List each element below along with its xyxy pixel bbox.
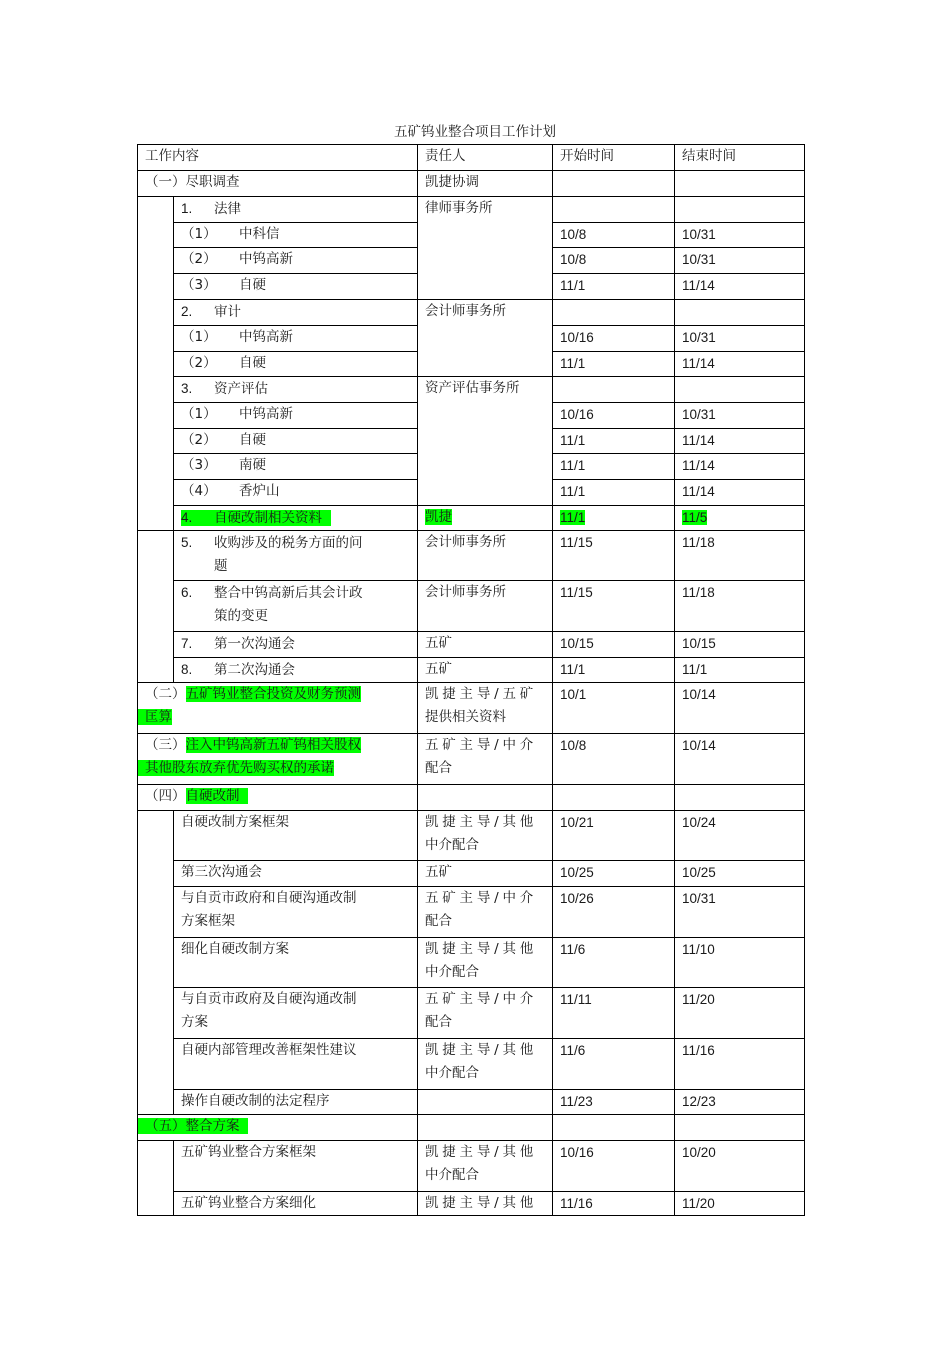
end-cell: 10/31 (675, 403, 805, 429)
item-cell: 1. 法律 (174, 197, 418, 223)
table-row (138, 887, 805, 938)
end-cell: 11/5 (675, 506, 805, 531)
table-row (138, 938, 805, 988)
start-cell: 11/1 (553, 429, 675, 454)
table-row (138, 506, 805, 531)
start-cell: 10/26 (553, 887, 675, 938)
table-row (138, 988, 805, 1039)
table-row (138, 1115, 805, 1141)
owner-cell: 资产评估事务所 (418, 377, 553, 506)
end-cell: 11/18 (675, 581, 805, 632)
end-cell: 10/31 (675, 223, 805, 248)
owner-cell: 会计师事务所 (418, 531, 553, 581)
table-row (138, 1039, 805, 1090)
table-row (138, 683, 805, 734)
start-cell: 10/16 (553, 1141, 675, 1192)
item-cell: （1） 中科信 (174, 223, 418, 248)
start-cell: 11/11 (553, 988, 675, 1039)
end-cell: 11/18 (675, 531, 805, 581)
start-cell: 11/23 (553, 1090, 675, 1115)
end-cell: 10/25 (675, 861, 805, 887)
item-cell: 自硬改制方案框架 (174, 811, 418, 861)
table-row (138, 197, 805, 223)
start-cell: 11/1 (553, 506, 675, 531)
owner-cell: 五矿 (418, 658, 553, 683)
table-row (138, 1141, 805, 1192)
end-cell: 11/14 (675, 274, 805, 300)
table-row (138, 658, 805, 683)
owner-cell: 凯捷 (418, 506, 553, 531)
end-cell: 12/23 (675, 1090, 805, 1115)
table-row (138, 785, 805, 811)
start-cell: 10/1 (553, 683, 675, 734)
start-cell: 10/15 (553, 632, 675, 658)
owner-cell: 凯捷主导/五矿 提供相关资料 (418, 683, 553, 734)
section-title: （二）五矿钨业整合投资及财务预测 匡算 (138, 683, 418, 734)
end-cell: 11/20 (675, 988, 805, 1039)
item-cell: （2） 自硬 (174, 352, 418, 377)
section-title: （五）整合方案 (138, 1115, 418, 1141)
item-cell: 自硬内部管理改善框架性建议 (174, 1039, 418, 1090)
owner-cell: 凯捷主导/其他 中介配合 (418, 1039, 553, 1090)
section-title: （一）尽职调查 (138, 171, 418, 197)
table-row (138, 734, 805, 785)
table-row (138, 861, 805, 887)
item-cell: （4） 香炉山 (174, 480, 418, 506)
end-cell: 10/20 (675, 1141, 805, 1192)
item-cell: 五矿钨业整合方案框架 (174, 1141, 418, 1192)
end-cell: 10/14 (675, 683, 805, 734)
owner-cell: 凯捷主导/其他 中介配合 (418, 1141, 553, 1192)
table-row (138, 1090, 805, 1115)
table-row (138, 377, 805, 403)
work-plan-table (137, 144, 805, 1216)
table-row (138, 632, 805, 658)
item-cell: 2. 审计 (174, 300, 418, 326)
start-cell: 10/8 (553, 248, 675, 274)
end-cell: 10/31 (675, 326, 805, 352)
start-cell: 11/1 (553, 274, 675, 300)
header-content: 工作内容 (138, 145, 418, 171)
end-cell: 11/14 (675, 352, 805, 377)
page-title: 五矿钨业整合项目工作计划 (394, 124, 556, 140)
item-cell: （2） 中钨高新 (174, 248, 418, 274)
start-cell: 10/16 (553, 403, 675, 429)
start-cell: 11/6 (553, 938, 675, 988)
item-cell: （2） 自硬 (174, 429, 418, 454)
end-cell: 11/1 (675, 658, 805, 683)
start-cell: 11/15 (553, 531, 675, 581)
item-cell: 3. 资产评估 (174, 377, 418, 403)
start-cell: 10/16 (553, 326, 675, 352)
item-cell: 6. 整合中钨高新后其会计政 策的变更 (174, 581, 418, 632)
start-cell: 10/8 (553, 734, 675, 785)
header-owner: 责任人 (418, 145, 553, 171)
start-cell: 10/21 (553, 811, 675, 861)
table-row (138, 171, 805, 197)
owner-cell: 五矿 (418, 632, 553, 658)
end-cell: 10/31 (675, 887, 805, 938)
start-cell: 11/6 (553, 1039, 675, 1090)
owner-cell: 五矿主导/中介 配合 (418, 734, 553, 785)
item-cell: （1） 中钨高新 (174, 326, 418, 352)
item-cell: 五矿钨业整合方案细化 (174, 1192, 418, 1216)
start-cell: 10/25 (553, 861, 675, 887)
end-cell: 11/14 (675, 429, 805, 454)
end-cell: 11/16 (675, 1039, 805, 1090)
owner-cell: 凯捷协调 (418, 171, 553, 197)
table-row (138, 300, 805, 326)
indent-cell (138, 1141, 174, 1216)
start-cell: 11/15 (553, 581, 675, 632)
owner-cell: 五矿主导/中介 配合 (418, 988, 553, 1039)
table-row (138, 811, 805, 861)
item-cell: 操作自硬改制的法定程序 (174, 1090, 418, 1115)
end-cell: 10/31 (675, 248, 805, 274)
owner-cell: 会计师事务所 (418, 581, 553, 632)
header-row (138, 145, 805, 171)
header-end: 结束时间 (675, 145, 805, 171)
section-title: （四）自硬改制 (138, 785, 418, 811)
owner-cell: 五矿主导/中介 配合 (418, 887, 553, 938)
end-cell: 11/20 (675, 1192, 805, 1216)
owner-cell: 会计师事务所 (418, 300, 553, 377)
indent-cell (138, 531, 174, 683)
item-cell: 第三次沟通会 (174, 861, 418, 887)
item-cell: 与自贡市政府和自硬沟通改制 方案框架 (174, 887, 418, 938)
start-cell: 10/8 (553, 223, 675, 248)
start-cell: 11/1 (553, 480, 675, 506)
owner-cell: 律师事务所 (418, 197, 553, 300)
item-cell: （3） 自硬 (174, 274, 418, 300)
item-cell: 8. 第二次沟通会 (174, 658, 418, 683)
table-row (138, 1192, 805, 1216)
item-cell: 细化自硬改制方案 (174, 938, 418, 988)
table-row (138, 531, 805, 581)
owner-cell: 凯捷主导/其他 (418, 1192, 553, 1216)
item-cell: 5. 收购涉及的税务方面的问 题 (174, 531, 418, 581)
item-cell: 4. 自硬改制相关资料 (174, 506, 418, 531)
start-cell: 11/1 (553, 352, 675, 377)
item-cell: （1） 中钨高新 (174, 403, 418, 429)
start-cell: 11/1 (553, 454, 675, 480)
owner-cell: 凯捷主导/其他 中介配合 (418, 938, 553, 988)
end-cell: 10/24 (675, 811, 805, 861)
start-cell: 11/1 (553, 658, 675, 683)
item-cell: 与自贡市政府及自硬沟通改制 方案 (174, 988, 418, 1039)
table-row (138, 581, 805, 632)
indent-cell (138, 811, 174, 1115)
owner-cell: 五矿 (418, 861, 553, 887)
item-cell: 7. 第一次沟通会 (174, 632, 418, 658)
end-cell: 10/15 (675, 632, 805, 658)
end-cell: 10/14 (675, 734, 805, 785)
header-start: 开始时间 (553, 145, 675, 171)
section-title: （三）注入中钨高新五矿钨相关股权 其他股东放弃优先购买权的承诺 (138, 734, 418, 785)
item-cell: （3） 南硬 (174, 454, 418, 480)
end-cell: 11/10 (675, 938, 805, 988)
owner-cell: 凯捷主导/其他 中介配合 (418, 811, 553, 861)
end-cell: 11/14 (675, 480, 805, 506)
end-cell: 11/14 (675, 454, 805, 480)
indent-cell (138, 197, 174, 531)
start-cell: 11/16 (553, 1192, 675, 1216)
